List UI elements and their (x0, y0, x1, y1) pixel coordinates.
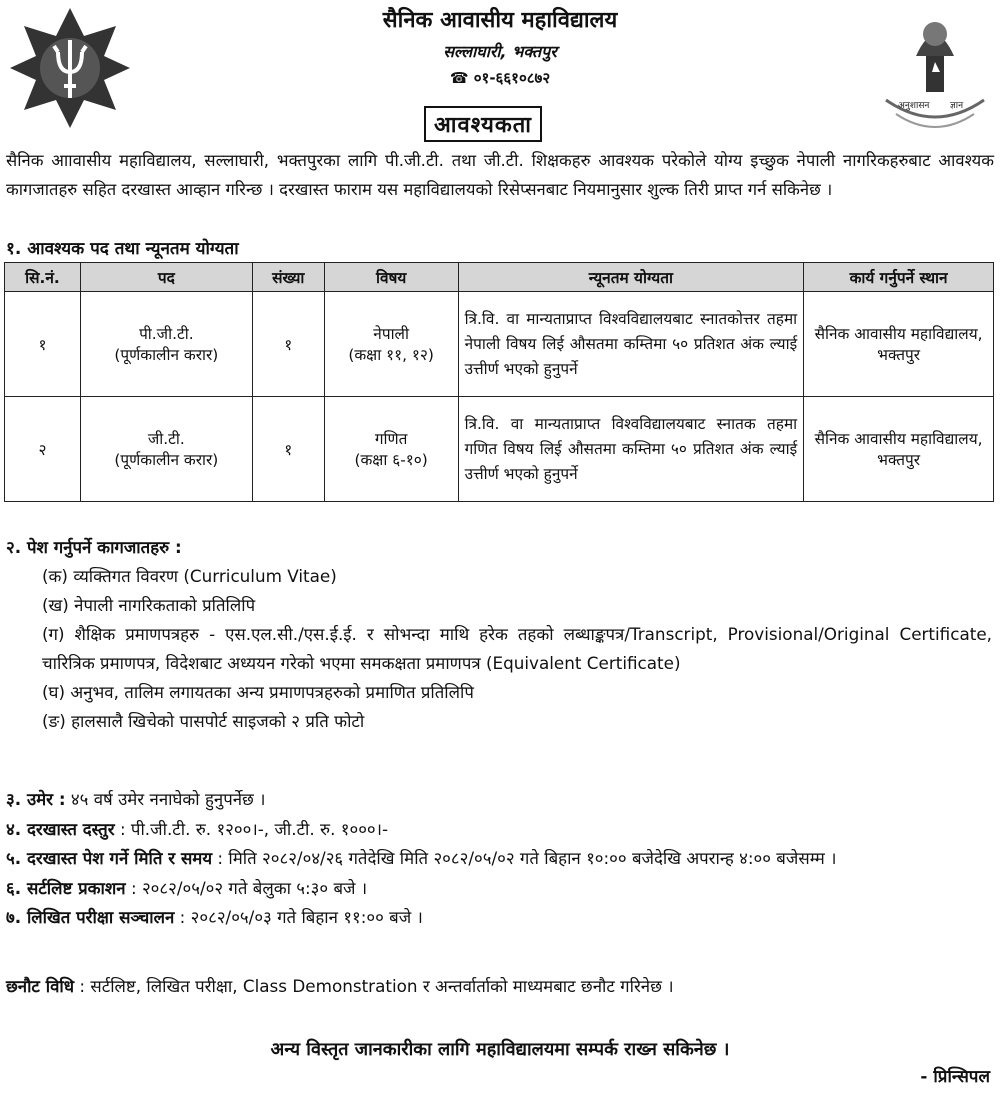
col-header-post: पद (80, 263, 252, 292)
list-item: (ङ) हालसालै खिचेको पासपोर्ट साइजको २ प्रति फोटो (42, 711, 365, 731)
subject-grade: (कक्षा ६-१०) (354, 451, 428, 469)
intro-paragraph: सैनिक आावासीय महाविद्यालय, सल्लाघारी, भक्तपुरका लागि पी.जी.टी. तथा जी.टी. शिक्षकहरु आवश्यक परेकोले योग्य इच्छुक नेपाली नागरिकहरुबाट आवश्यक कागजातहरु सहित दरखास्त आव्हान गरिन्छ । दरखास्त फाराम यस महाविद्यालयको रिसेप्सनबाट नियमानुसार शुल्क तिरी प्राप्त गर्न सकिनेछ । (6, 151, 994, 199)
list-item: (ख) नेपाली नागरिकताको प्रतिलिपि (42, 595, 256, 615)
cell-sn: १ (5, 292, 81, 397)
col-header-sn: सि.नं. (5, 263, 81, 292)
item-text: : मिति २०८२/०४/२६ गतेदेखि मिति २०८२/०५/०२ गते बिहान १०:०० बजेदेखि अपरान्ह ४:०० बजेसम्म । (212, 848, 837, 868)
nepal-army-star-logo (8, 6, 132, 130)
selection-text: : सर्टलिष्ट, लिखित परीक्षा, Class Demonstration र अन्तर्वार्ताको माध्यमबाट छनौट गरिनेछ । (74, 976, 674, 996)
letterhead (0, 0, 1000, 150)
cell-qualification: त्रि.वि. वा मान्यताप्राप्त विश्वविद्यालयबाट स्नातकोत्तर तहमा नेपाली विषय लिई औसतमा कम्तिमा ५० प्रतिशत अंक ल्याई उत्तीर्ण भएको हुनुपर्ने (458, 292, 804, 397)
subject-grade: (कक्षा ११, १२) (348, 346, 434, 364)
table-row (5, 292, 994, 397)
school-phone: ☎ ०१-६६१०८७२ (449, 69, 551, 87)
emblem-text-left: अनुशासन (898, 101, 930, 111)
cell-count: १ (252, 292, 324, 397)
vacancy-table (4, 262, 994, 502)
selection-method (6, 972, 996, 1002)
signature: - प्रिन्सिपल (920, 1067, 990, 1087)
post-type: (पूर्णकालीन करार) (114, 346, 219, 364)
table-header-row (5, 263, 994, 292)
list-item-shortlist (6, 874, 996, 904)
item-label: ६. सर्टलिष्ट प्रकाशन (6, 877, 126, 898)
subject-name: गणित (374, 430, 408, 448)
cell-subject (324, 397, 458, 502)
item-text: : पी.जी.टी. रु. १२००।-, जी.टी. रु. १०००।- (114, 818, 389, 839)
cell-sn: २ (5, 397, 81, 502)
post-name: पी.जी.टी. (139, 325, 194, 343)
list-item-age (6, 785, 996, 815)
cell-post (80, 292, 252, 397)
item-label: ५. दरखास्त पेश गर्ने मिति र समय (6, 848, 213, 868)
item-text: : २०८२/०५/०३ गते बिहान ११:०० बजे । (174, 907, 423, 927)
col-header-count: संख्या (252, 263, 324, 292)
list-item: (क) व्यक्तिगत विवरण (Curriculum Vitae) (42, 566, 337, 586)
list-item-fee (6, 815, 996, 845)
col-header-qualification: न्यूनतम योग्यता (458, 263, 804, 292)
list-item-submission-date (6, 844, 996, 874)
cell-post (80, 397, 252, 502)
closing-note: अन्य विस्तृत जानकारीका लागि महाविद्यालयमा सम्पर्क राख्न सकिनेछ । (270, 1039, 730, 1060)
item-text: ४५ वर्ष उमेर ननाघेको हुनुपर्नेछ । (65, 789, 266, 809)
col-header-location: कार्य गर्नुपर्ने स्थान (804, 263, 994, 292)
list-item-written-exam (6, 903, 996, 933)
cell-location: सैनिक आवासीय महाविद्यालय, भक्तपुर (804, 397, 994, 502)
post-type: (पूर्णकालीन करार) (114, 451, 219, 469)
cell-subject (324, 292, 458, 397)
school-address: सल्लाघारी, भक्तपुर (443, 42, 557, 61)
item-label: ४. दरखास्त दस्तुर (6, 818, 115, 839)
section2-title: २. पेश गर्नुपर्ने कागजातहरु : (6, 537, 182, 557)
school-name: सैनिक आवासीय महाविद्यालय (382, 8, 618, 33)
item-label: ३. उमेर : (6, 789, 66, 809)
item-text: : २०८२/०५/०२ गते बेलुका ५:३० बजे । (125, 877, 368, 898)
cell-count: १ (252, 397, 324, 502)
section1-title: १. आवश्यक पद तथा न्यूनतम योग्यता (6, 239, 239, 259)
post-name: जी.टी. (147, 430, 185, 448)
documents-list (42, 562, 992, 736)
emblem-text-right: ज्ञान (950, 101, 964, 111)
list-item: (ग) शैक्षिक प्रमाणपत्रहरु - एस.एल.सी./एस.ई.ई. र सोभन्दा माथि हरेक तहको लब्धाङ्कपत्र/Transcript, Provisional/Original Certificate, चारित्रिक प्रमाणपत्र, विदेशबाट अध्ययन गरेको भएमा समकक्षता प्रमाणपत्र (Equivalent Certificate) (42, 624, 992, 673)
subject-name: नेपाली (373, 325, 409, 343)
cell-location: सैनिक आवासीय महाविद्यालय, भक्तपुर (804, 292, 994, 397)
item-label: ७. लिखित परीक्षा सञ्चालन (6, 907, 175, 927)
cell-qualification: त्रि.वि. वा मान्यताप्राप्त विश्वविद्यालयबाट स्नातक तहमा गणित विषय लिई औसतमा कम्तिमा ५० प्रतिशत अंक ल्याई उत्तीर्ण भएको हुनुपर्ने (458, 397, 804, 502)
college-emblem (876, 4, 994, 140)
col-header-subject: विषय (324, 263, 458, 292)
selection-label: छनौट विधि (6, 976, 75, 996)
table-row (5, 397, 994, 502)
list-item: (घ) अनुभव, तालिम लगायतका अन्य प्रमाणपत्रहरुको प्रमाणित प्रतिलिपि (42, 682, 474, 702)
details-list (6, 785, 996, 933)
notice-title: आवश्यकता (424, 106, 542, 142)
